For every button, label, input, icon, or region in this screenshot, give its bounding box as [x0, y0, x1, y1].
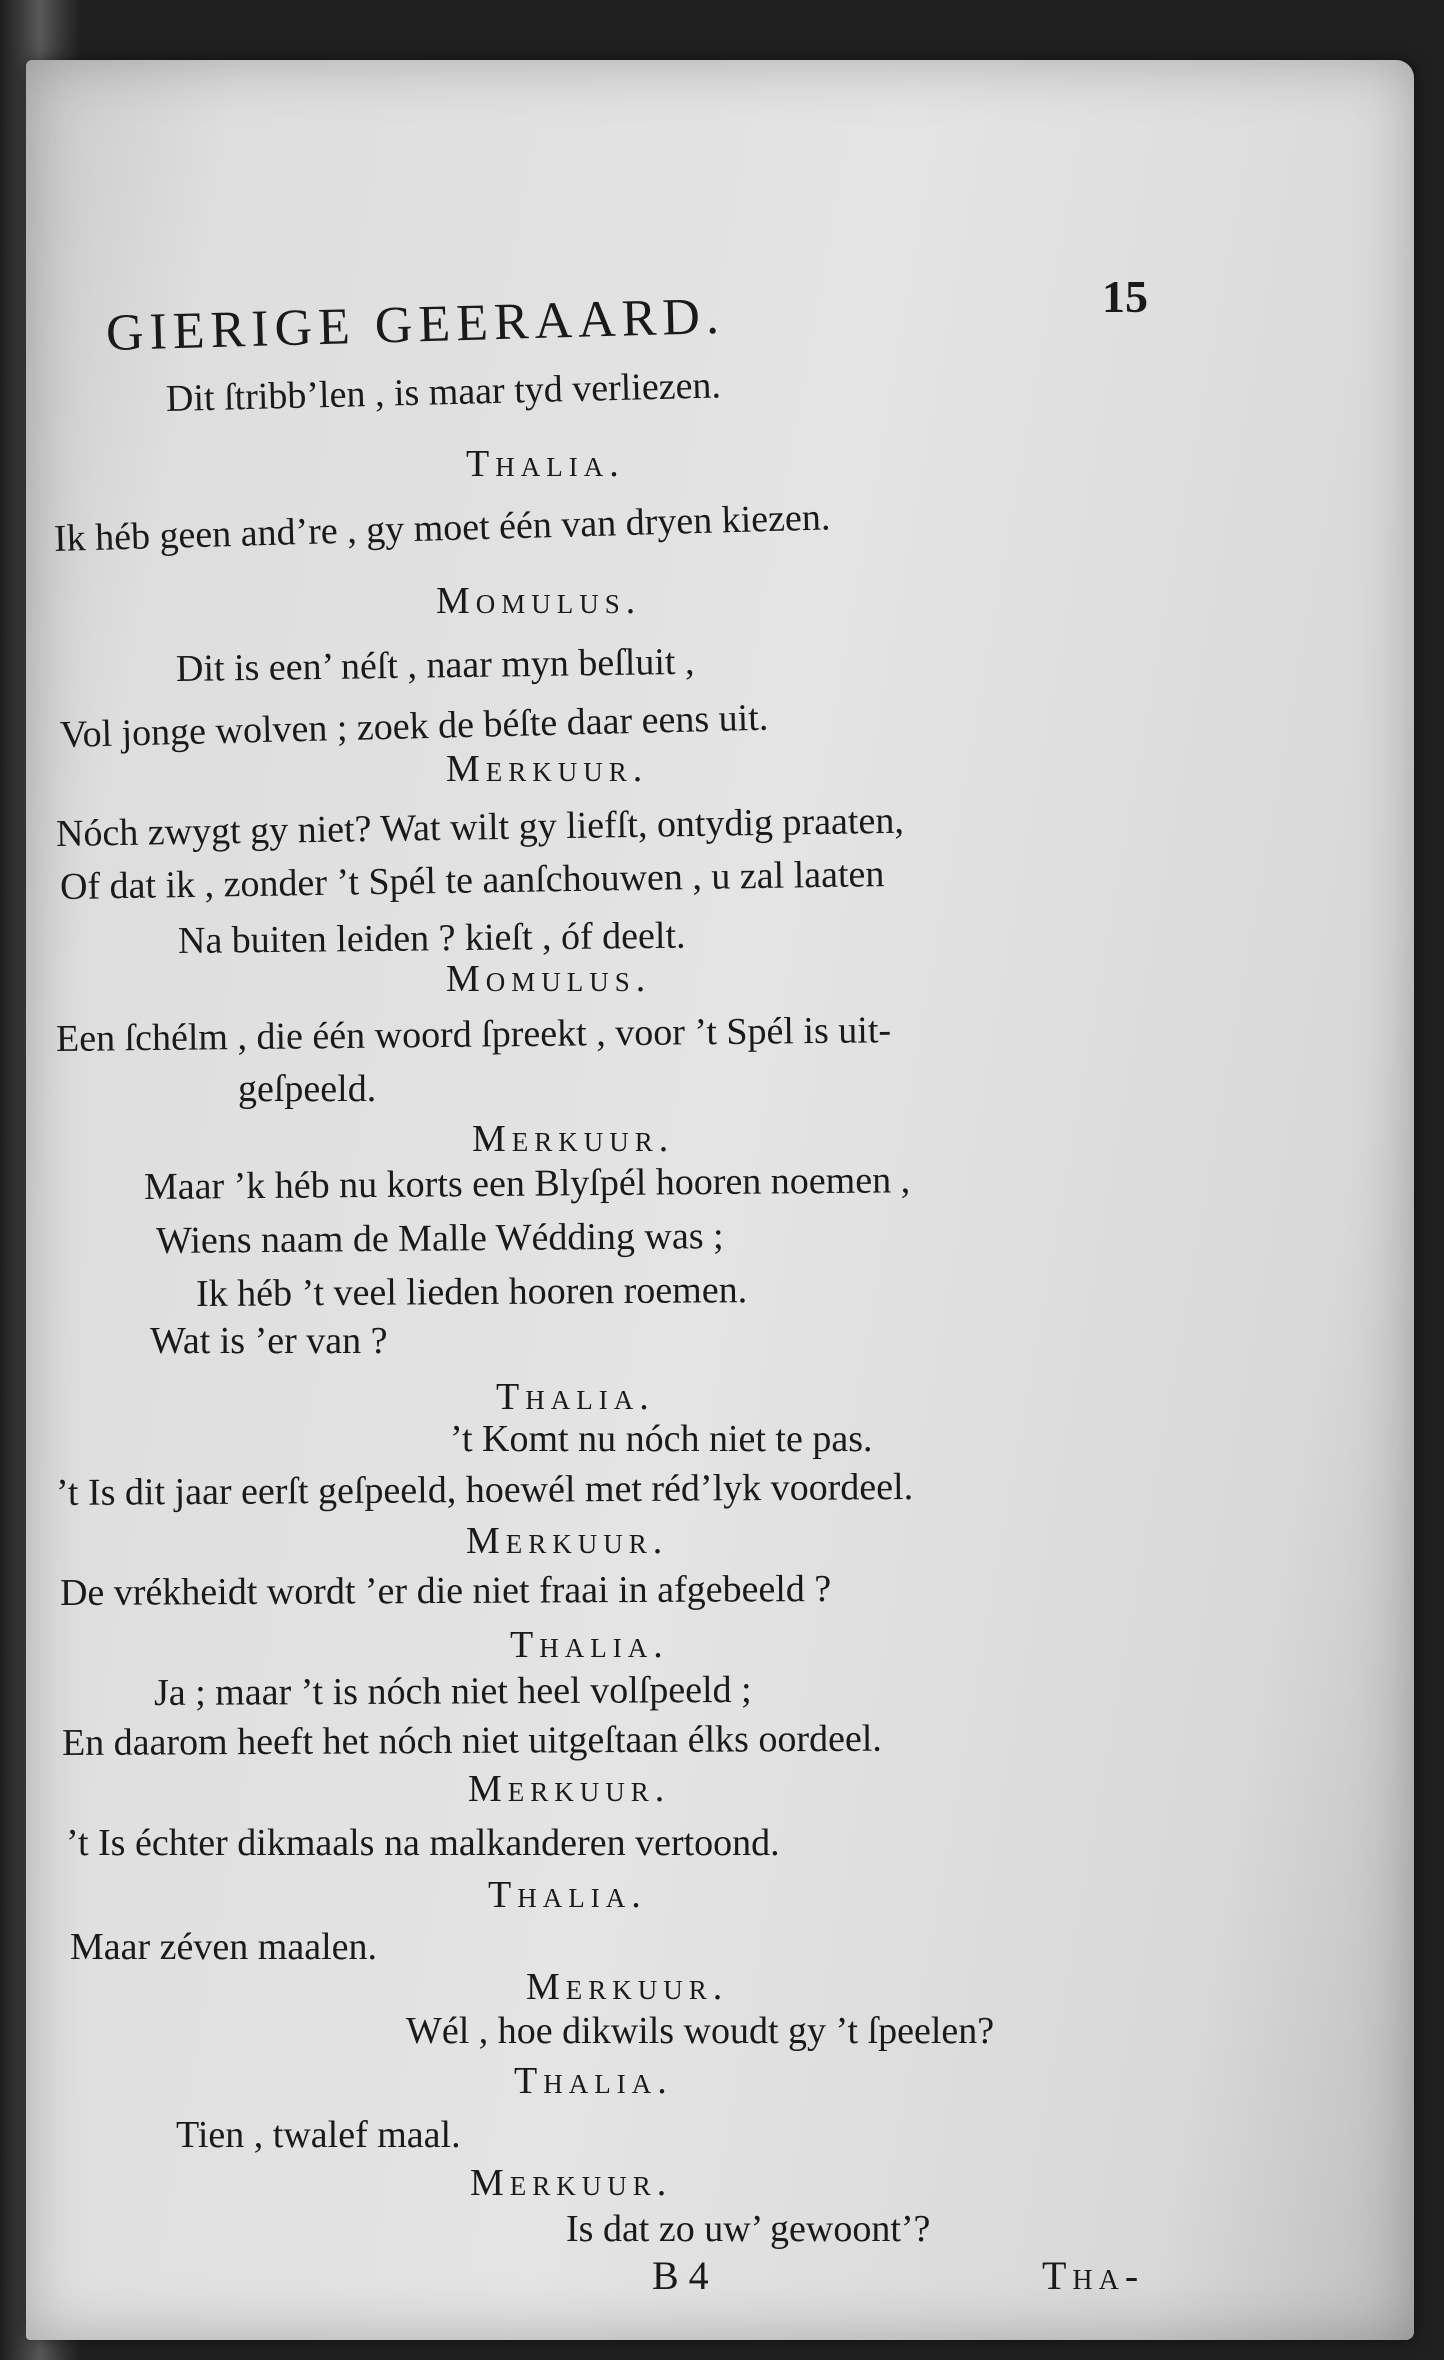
text-line: ’t Is échter dikmaals na malkanderen vertoond. [66, 1822, 780, 1864]
text-line: geſpeeld. [238, 1068, 377, 1110]
text-line: Een ſchélm , die één woord ſpreekt , voor ’t Spél is uit- [55, 1009, 892, 1060]
speaker-name: Thalia. [488, 1874, 647, 1916]
speaker-name: Merkuur. [472, 1118, 675, 1160]
text-line: De vrékheidt wordt ’er die niet fraai in afgebeeld ? [59, 1567, 832, 1614]
speaker-name: Thalia. [514, 2060, 673, 2102]
text-line: Maar ’k héb nu korts een Blyſpél hooren noemen , [143, 1159, 911, 1208]
text-line: Wat is ’er van ? [150, 1320, 388, 1362]
text-line: Of dat ik , zonder ’t Spél te aanſchouwen , u zal laaten [59, 853, 885, 908]
speaker-name: Merkuur. [526, 1966, 729, 2008]
text-line: Dit is een’ néſt , naar myn beſluit , [175, 640, 695, 690]
book-page [26, 60, 1414, 2340]
speaker-name: Thalia. [510, 1624, 669, 1666]
speaker-name: Thalia. [496, 1376, 655, 1418]
text-line: ’t Komt nu nóch niet te pas. [450, 1418, 873, 1460]
text-line: Ik héb geen and’re , gy moet één van dryen kiezen. [53, 496, 831, 560]
speaker-name: Merkuur. [470, 2162, 673, 2204]
page-number: 15 [1102, 271, 1148, 322]
text-line: Wiens naam de Malle Wédding was ; [155, 1215, 724, 1262]
text-line: Nóch zwygt gy niet? Wat wilt gy liefſt, ontydig praaten, [55, 799, 905, 855]
speaker-name: Merkuur. [446, 748, 649, 790]
speaker-name: Thalia. [466, 443, 625, 485]
catchword: Tha- [1042, 2253, 1145, 2298]
speaker-name: Merkuur. [466, 1520, 669, 1562]
text-line: ’t Is dit jaar eerſt geſpeeld, hoewél met réd’lyk voordeel. [55, 1466, 914, 1514]
signature-mark: B 4 [652, 2253, 709, 2298]
text-line: Tien , twalef maal. [176, 2114, 461, 2156]
speaker-name: Merkuur. [468, 1768, 671, 1810]
text-line: Is dat zo uw’ gewoont’? [566, 2208, 931, 2250]
text-line: Maar zéven maalen. [70, 1926, 377, 1968]
text-line: Ik héb ’t veel lieden hooren roemen. [195, 1269, 748, 1315]
speaker-name: Momulus. [446, 958, 652, 1000]
running-title: GIERIGE GEERAARD. [105, 287, 726, 362]
text-line: Wél , hoe dikwils woudt gy ’t ſpeelen? [406, 2010, 995, 2052]
text-line: Na buiten leiden ? kieſt , óf deelt. [177, 914, 686, 962]
speaker-name: Momulus. [436, 580, 642, 622]
text-line: Dit ſtribb’len , is maar tyd verliezen. [165, 364, 722, 420]
text-line: En daarom heeft het nóch niet uitgeſtaan élks oordeel. [61, 1717, 882, 1764]
text-line: Vol jonge wolven ; zoek de béſte daar eens uit. [59, 696, 769, 756]
text-line: Ja ; maar ’t is nóch niet heel volſpeeld ; [153, 1668, 752, 1714]
